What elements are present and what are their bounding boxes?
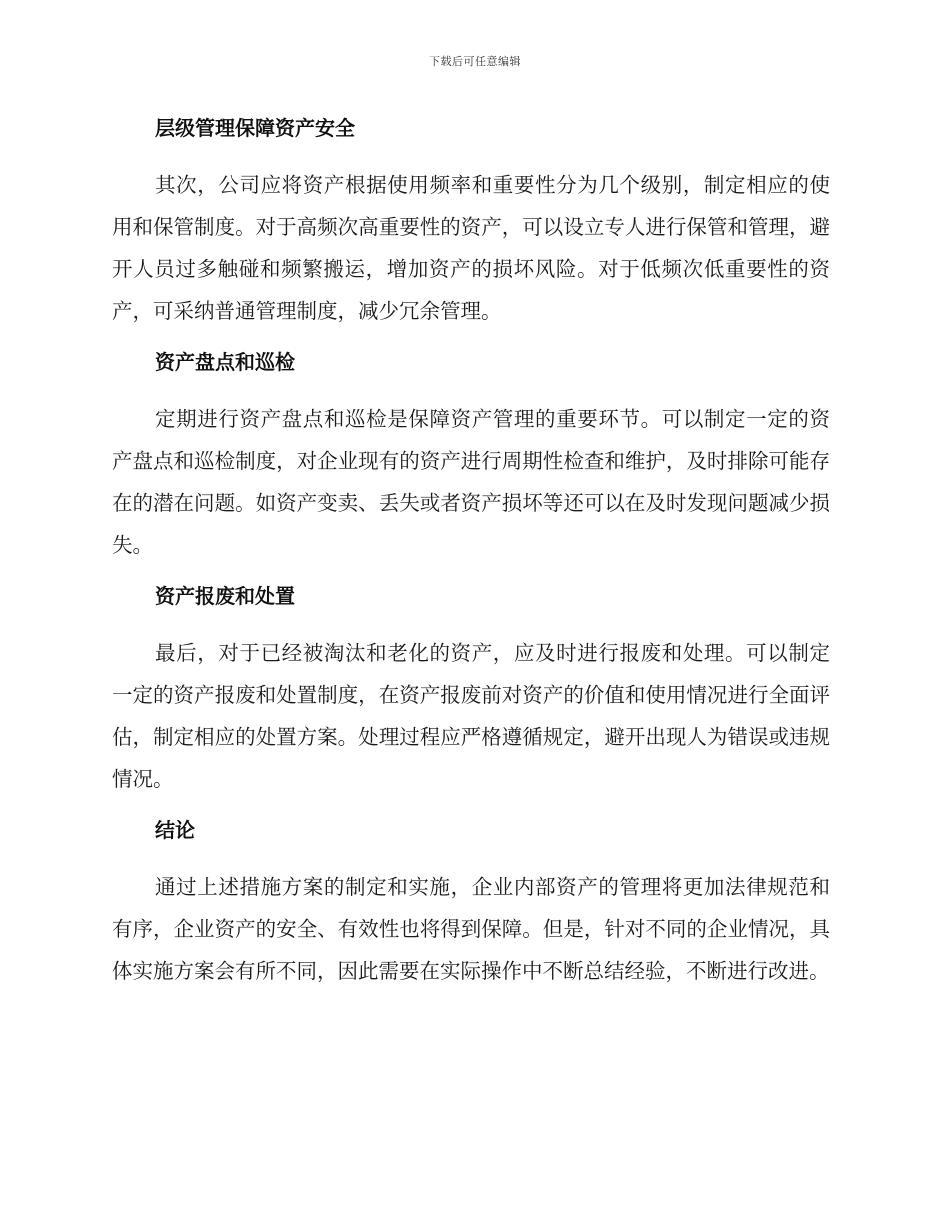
document-body (112, 110, 830, 1004)
section-paragraph-conclusion: 通过上述措施方案的制定和实施，企业内部资产的管理将更加法律规范和有序，企业资产的安全、有效性也将得到保障。但是，针对不同的企业情况，具体实施方案会有所不同，因此需要在实际操作中不断总结经验，不断进行改进。 (112, 875, 830, 983)
page-header: 下载后可任意编辑 (429, 55, 521, 68)
section-paragraph-inventory-inspection: 定期进行资产盘点和巡检是保障资产管理的重要环节。可以制定一定的资产盘点和巡检制度，对企业现有的资产进行周期性检查和维护，及时排除可能存在的潜在问题。如资产变卖、丢失或者资产损坏等还可以在及时发现问题减少损失。 (112, 407, 830, 557)
section-paragraph-disposal: 最后，对于已经被淘汰和老化的资产，应及时进行报废和处理。可以制定一定的资产报废和处置制度，在资产报废前对资产的价值和使用情况进行全面评估，制定相应的处置方案。处理过程应严格遵循规定，避开出现人为错误或违规情况。 (112, 641, 830, 791)
section-heading-tiered-management: 层级管理保障资产安全 (155, 116, 355, 140)
section-heading-inventory-inspection: 资产盘点和巡检 (155, 350, 295, 374)
section-paragraph-tiered-management: 其次，公司应将资产根据使用频率和重要性分为几个级别，制定相应的使用和保管制度。对于高频次高重要性的资产，可以设立专人进行保管和管理，避开人员过多触碰和频繁搬运，增加资产的损坏风险。对于低频次低重要性的资产，可采纳普通管理制度，减少冗余管理。 (112, 173, 830, 323)
section-heading-conclusion: 结论 (155, 818, 195, 842)
section-heading-disposal: 资产报废和处置 (155, 584, 295, 608)
